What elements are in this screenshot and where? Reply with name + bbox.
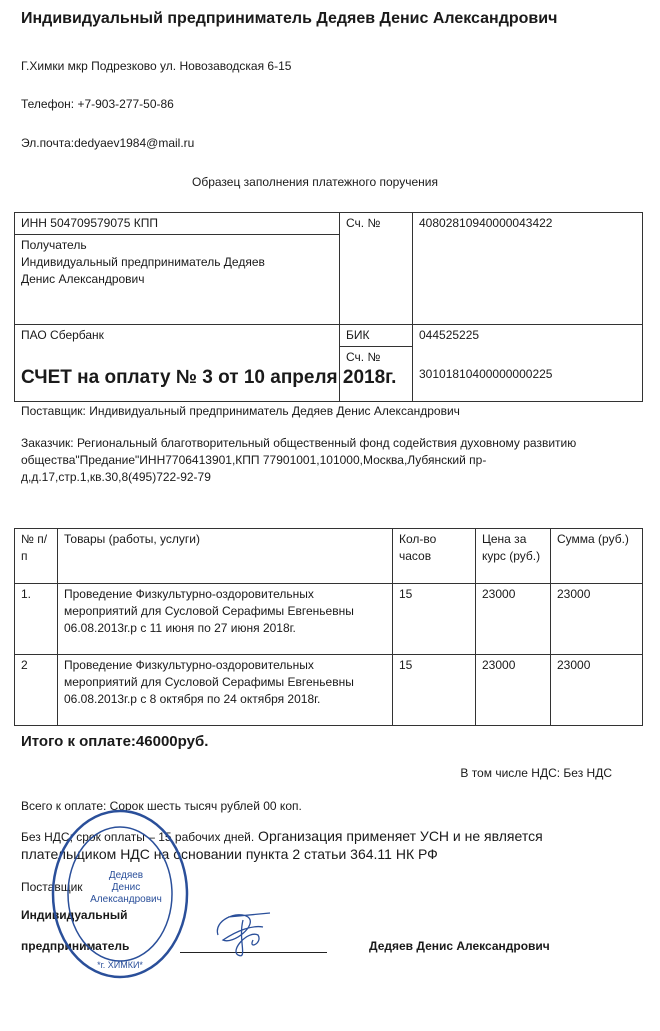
bik-cell: [413, 325, 643, 402]
recipient-cell: [15, 235, 340, 325]
svg-text:*г. ХИМКИ*: *г. ХИМКИ*: [97, 960, 143, 970]
items-table: [14, 528, 643, 726]
bank-name: ПАО Сбербанк: [15, 325, 340, 402]
invoice-customer-line1: Заказчик: Региональный благотворительный общественный фонд содействия духовному развитию: [21, 436, 577, 450]
row-sum: 23000: [551, 584, 643, 655]
bik-label: БИК: [340, 325, 413, 347]
svg-text:Дедяев: Дедяев: [108, 870, 144, 881]
corr-account: 30101810400000000225: [419, 367, 553, 381]
total-in-words: Всего к оплате: Сорок шесть тысяч рублей 00 коп.: [21, 799, 302, 813]
corr-account-label: Сч. №: [340, 347, 413, 402]
col-sum: Сумма (руб.): [551, 529, 643, 584]
account-label: Сч. №: [340, 213, 413, 325]
invoice-supplier: Поставщик: Индивидуальный предприниматель Дедяев Денис Александрович: [21, 404, 460, 418]
issuer-address: Г.Химки мкр Подрезково ул. Новозаводская 6-15: [21, 59, 292, 73]
invoice-title: СЧЕТ на оплату № 3 от 10 апреля 2018г.: [21, 367, 397, 388]
col-qty: Кол-во часов: [393, 529, 476, 584]
row-num: 1.: [15, 584, 58, 655]
row-qty: 15: [393, 655, 476, 726]
issuer-phone: Телефон: +7-903-277-50-86: [21, 97, 174, 111]
invoice-customer-line2: общества"Предание"ИНН7706413901,КПП 77901001,101000,Москва,Лубянский пр-: [21, 453, 487, 467]
row-price: 23000: [476, 584, 551, 655]
row-qty: 15: [393, 584, 476, 655]
row-price: 23000: [476, 655, 551, 726]
recipient-line2: Денис Александрович: [21, 272, 145, 286]
payment-terms-b: Организация применяет УСН и не является: [254, 828, 543, 844]
row-desc: Проведение Физкультурно-оздоровительных мероприятий для Сусловой Серафимы Евгеньевны 06.08.2013г.р с 8 октября по 24 октября 2018г.: [58, 655, 393, 726]
signature-role-line1: Индивидуальный: [21, 908, 128, 922]
seal-stamp: [50, 808, 190, 980]
payment-sample-caption: Образец заполнения платежного поручения: [192, 175, 438, 189]
bik-value: 044525225: [419, 328, 480, 342]
col-num: № п/п: [15, 529, 58, 584]
signature-supplier-label: Поставщик: [21, 880, 83, 894]
recipient-label: Получатель: [21, 238, 87, 252]
payment-terms-a: Без НДС; срок оплаты – 15 рабочих дней.: [21, 830, 255, 844]
col-goods: Товары (работы, услуги): [58, 529, 393, 584]
issuer-email: Эл.почта:dedyaev1984@mail.ru: [21, 136, 195, 150]
signature-name: Дедяев Денис Александрович: [369, 939, 550, 953]
table-row: [15, 584, 643, 655]
inn-kpp-cell: ИНН 504709579075 КПП: [15, 213, 340, 235]
invoice-total: Итого к оплате:46000руб.: [21, 733, 209, 750]
issuer-title: Индивидуальный предприниматель Дедяев Денис Александрович: [21, 10, 558, 27]
invoice-customer-line3: д,д.17,стр.1,кв.30,8(495)722-92-79: [21, 470, 211, 484]
row-sum: 23000: [551, 655, 643, 726]
col-price: Цена за курс (руб.): [476, 529, 551, 584]
row-num: 2: [15, 655, 58, 726]
svg-text:Александрович: Александрович: [90, 894, 162, 905]
vat-note: В том числе НДС: Без НДС: [460, 766, 612, 780]
table-row: [15, 655, 643, 726]
recipient-line1: Индивидуальный предприниматель Дедяев: [21, 255, 265, 269]
svg-text:Денис: Денис: [111, 882, 141, 893]
account-number: 40802810940000043422: [413, 213, 643, 325]
payment-terms-line2: плательщиком НДС на основании пункта 2 статьи 364.11 НК РФ: [21, 846, 438, 862]
handwritten-signature: [208, 905, 278, 965]
signature-role-line2: предприниматель: [21, 939, 130, 953]
row-desc: Проведение Физкультурно-оздоровительных мероприятий для Сусловой Серафимы Евгеньевны 06.08.2013г.р с 11 июня по 27 июня 2018г.: [58, 584, 393, 655]
